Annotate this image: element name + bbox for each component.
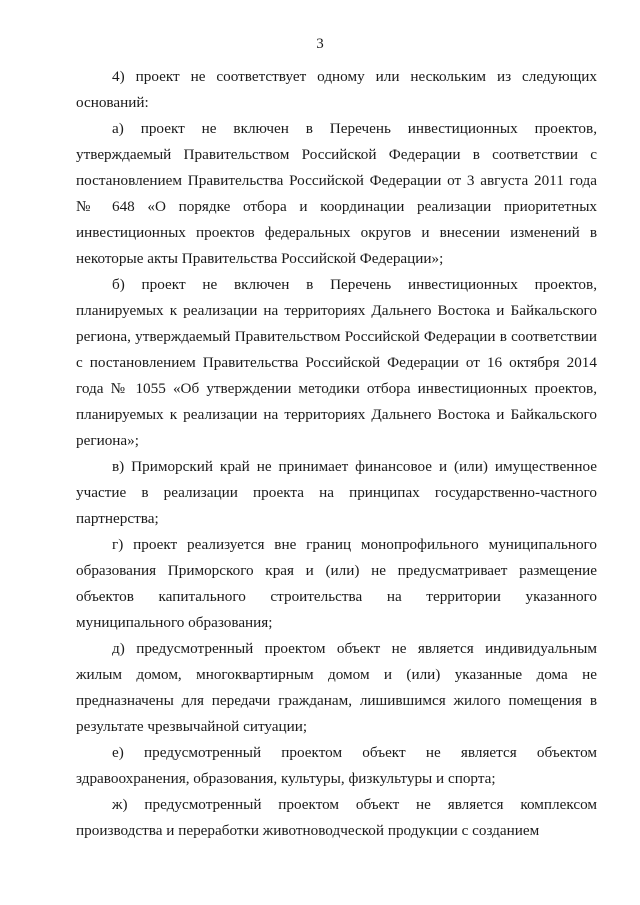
paragraph-subitem-b: б) проект не включен в Перечень инвестиционных проектов, планируемых к реализации на территориях Дальнего Востока и Байкальского региона, утверждаемый Правительством Российской Федерации в соответствии с постановлением Правительства Российской Федерации от 16 октября 2014 года № 1055 «Об утверждении методики отбора инвестиционных проектов, планируемых к реализации на территориях Дальнего Востока и Байкальского региона»; (76, 276, 597, 449)
page-number: 3 (316, 36, 324, 52)
paragraph-subitem-v: в) Приморский край не принимает финансовое и (или) имущественное участие в реализации проекта на принципах государственно-частного партнерства; (76, 458, 597, 527)
paragraph-subitem-a: а) проект не включен в Перечень инвестиционных проектов, утверждаемый Правительством Российской Федерации в соответствии с постановлением Правительства Российской Федерации от 3 августа 2011 года № 648 «О порядке отбора и координации реализации приоритетных инвестиционных проектов федеральных округов и внесении изменений в некоторые акты Правительства Российской Федерации»; (76, 120, 597, 267)
paragraph-subitem-e: е) предусмотренный проектом объект не является объектом здравоохранения, образования, культуры, физкультуры и спорта; (76, 744, 597, 787)
document-body (76, 64, 597, 844)
paragraph-item-4: 4) проект не соответствует одному или нескольким из следующих оснований: (76, 68, 597, 111)
paragraph-subitem-d: д) предусмотренный проектом объект не является индивидуальным жилым домом, многоквартирным домом и (или) указанные дома не предназначены для передачи гражданам, лишившимся жилого помещения в результате чрезвычайной ситуации; (76, 640, 597, 735)
paragraph-subitem-g: г) проект реализуется вне границ монопрофильного муниципального образования Приморского края и (или) не предусматривает размещение объектов капитального строительства на территории указанного муниципального образования; (76, 536, 597, 631)
paragraph-subitem-zh: ж) предусмотренный проектом объект не является комплексом производства и переработки животноводческой продукции с созданием (76, 796, 597, 839)
